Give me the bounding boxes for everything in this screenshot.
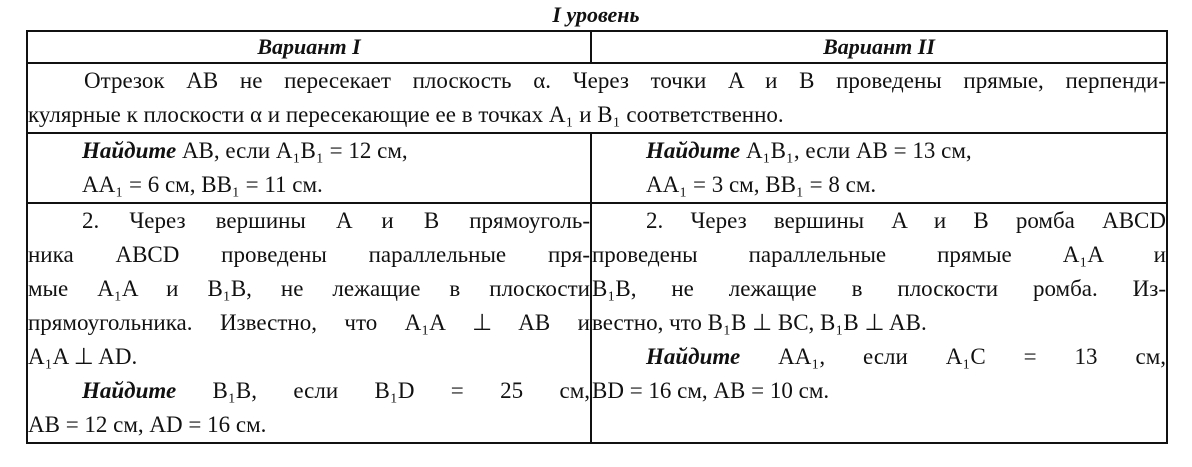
task2-v1-line4: прямоугольника. Известно, что A₁A ⊥ AB и — [28, 310, 590, 335]
task1-v1-line1 — [28, 134, 590, 168]
task2-v1-line2: ника ABCD проведены параллельные пря- — [28, 242, 590, 267]
task1-condition — [27, 63, 1167, 133]
task2-v2-text5: AA₁, если A₁C = 13 см, — [778, 344, 1167, 369]
variant1-header: Вариант I — [27, 31, 591, 63]
task1-v2-find: Найдите — [646, 138, 741, 163]
task2-v2-line6: BD = 16 см, AB = 10 см. — [592, 378, 830, 403]
task2-variant2 — [591, 203, 1167, 443]
variants-table — [26, 30, 1168, 444]
task1-statement-line1: Отрезок AB не пересекает плоскость α. Через точки A и B проведены прямые, перпенди- — [84, 68, 1166, 93]
header-row — [27, 31, 1167, 63]
task2-v1-line7: AB = 12 см, AD = 16 см. — [28, 412, 267, 437]
task1-variant2 — [591, 133, 1167, 203]
task1-variant1 — [27, 133, 591, 203]
task1-v1-find: Найдите — [82, 138, 177, 163]
task2-row — [27, 203, 1167, 443]
task2-v2-line5 — [592, 340, 1166, 374]
task2-v1-find: Найдите — [82, 378, 177, 403]
task2-v2-line1: 2. Через вершины A и B ромба ABCD — [646, 208, 1166, 233]
task2-v1-line5: A₁A ⊥ AD. — [28, 344, 138, 369]
task2-v1-line1: 2. Через вершины A и B прямоуголь- — [82, 208, 590, 233]
task2-v1-line6 — [28, 374, 590, 408]
variant2-header: Вариант II — [591, 31, 1167, 63]
task2-v1-line3: мые A₁A и B₁B, не лежащие в плоскости — [28, 276, 590, 301]
task1-questions-row — [27, 133, 1167, 203]
task1-v1-line2: AA₁ = 6 см, BB₁ = 11 см. — [82, 172, 323, 197]
task2-v2-find: Найдите — [646, 344, 741, 369]
task2-v1-text6: B₁B, если B₁D = 25 см, — [212, 378, 590, 403]
task1-v2-text1: A₁B₁, если AB = 13 см, — [745, 138, 972, 163]
task1-v2-line1 — [592, 134, 1166, 168]
task1-v2-line2: AA₁ = 3 см, BB₁ = 8 см. — [646, 172, 877, 197]
task2-variant1 — [27, 203, 591, 443]
task2-v2-line3: B₁B, не лежащие в плоскости ромба. Из- — [592, 276, 1166, 301]
task2-v2-line4: вестно, что B₁B ⊥ BC, B₁B ⊥ AB. — [592, 310, 927, 335]
level-title: I уровень — [552, 2, 640, 27]
task1-v1-text1: AB, если A₁B₁ = 12 см, — [181, 138, 408, 163]
task1-statement-line2: кулярные к плоскости α и пересекающие ее в точках A₁ и B₁ соответственно. — [28, 102, 784, 127]
task1-condition-row — [27, 63, 1167, 133]
task2-v2-line2: проведены параллельные прямые A₁A и — [592, 242, 1166, 267]
